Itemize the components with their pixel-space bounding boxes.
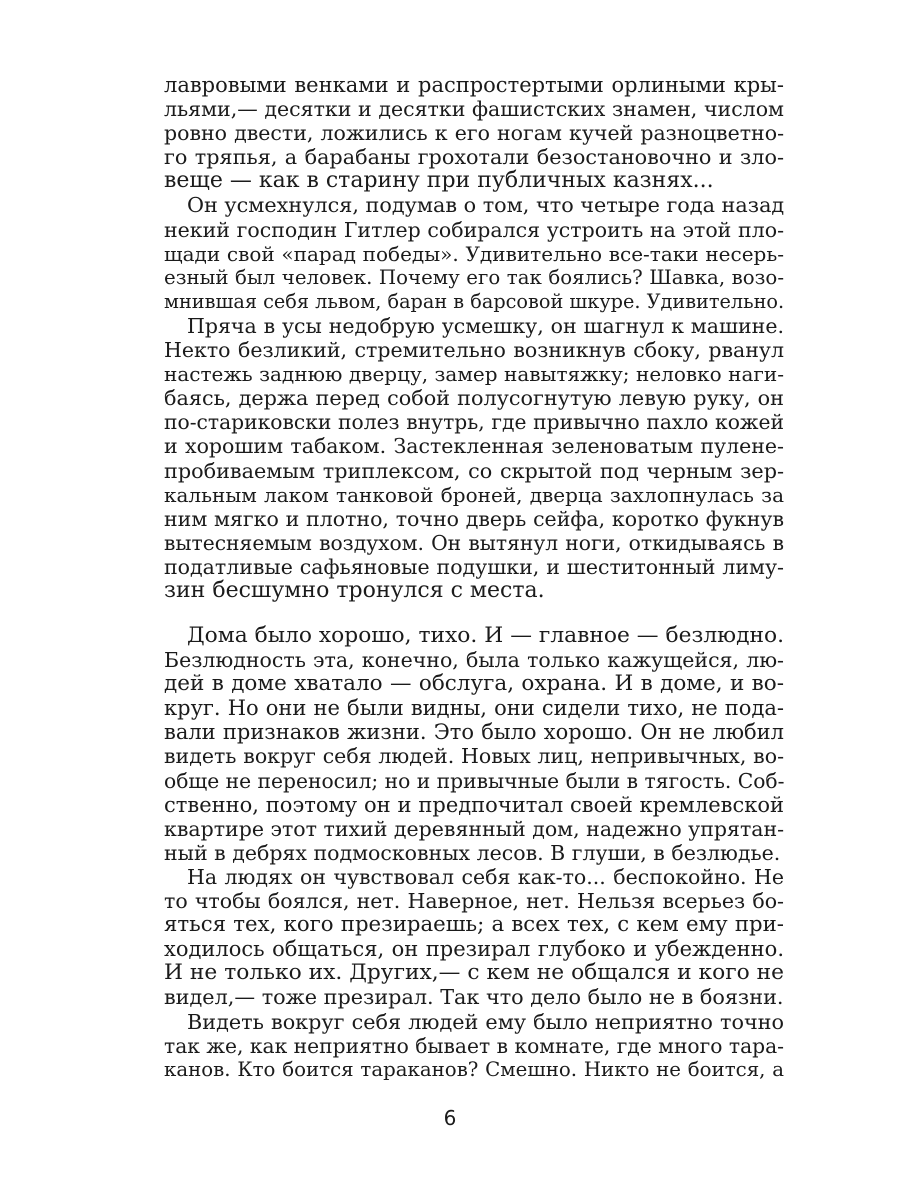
text-line: так же, как неприятно бывает в комнате, где много тара- (164, 1033, 785, 1058)
text-line: видел,— тоже презирал. Так что дело было не в боязни. (164, 985, 784, 1010)
text-line: по-стариковски полез внутрь, где привычно пахло кожей (164, 410, 784, 435)
text-line: Он усмехнулся, подумав о том, что четыре года назад (187, 193, 785, 218)
text-line: го тряпья, а барабаны грохотали безостановочно и зло- (164, 145, 784, 170)
text-line: настежь заднюю дверцу, замер навытяжку; неловко наги- (164, 362, 784, 387)
text-line: пробиваемым триплексом, со скрытой под черным зер- (164, 458, 784, 483)
text-line: мнившая себя львом, баран в барсовой шкуре. Удивительно. (164, 289, 785, 313)
text-line: видеть вокруг себя людей. Новых лиц, непривычных, во- (164, 744, 784, 769)
text-line: езный был человек. Почему его так боялись? Шавка, возо- (164, 265, 784, 289)
text-line: то чтобы боялся, нет. Наверное, нет. Нельзя всерьез бо- (164, 889, 784, 914)
text-line: вали признаков жизни. Это было хорошо. Он не любил (164, 720, 784, 745)
text-line: дей в доме хватало — обслуга, охрана. И в доме, и во- (164, 671, 784, 697)
text-line: зин бесшумно тронулся с места. (164, 577, 545, 603)
text-line: некий господин Гитлер собирался устроить на этой пло- (164, 217, 784, 242)
text-line: Дома было хорошо, тихо. И — главное — безлюдно. (187, 623, 784, 648)
text-line: вытесняемым воздухом. Он вытянул ноги, откидываясь в (164, 530, 784, 555)
text-line: ровно двести, ложились к его ногам кучей разноцветно- (164, 121, 784, 146)
text-line: ним мягко и плотно, точно дверь сейфа, коротко фукнув (164, 506, 784, 531)
text-line: яться тех, кого презираешь; а всех тех, с кем ему при- (164, 912, 784, 938)
text-line: щади свой «парад победы». Удивительно все-таки несерь- (164, 241, 784, 266)
text-line: лавровыми венками и распростертыми орлиными кры- (164, 73, 784, 97)
text-line: Видеть вокруг себя людей ему было неприятно точно (187, 1009, 784, 1034)
text-line: податливые сафьяновые подушки, и шеститонный лиму- (164, 554, 784, 579)
page-number: 6 (443, 1106, 457, 1130)
text-line: круг. Но они не были видны, они сидели тихо, не пода- (164, 696, 784, 721)
text-section-2 (164, 624, 784, 1082)
text-section-1 (164, 73, 784, 603)
text-line: веще — как в старину при публичных казнях... (164, 168, 714, 194)
text-line: обще не переносил; но и привычные были в тягость. Соб- (164, 768, 785, 793)
text-line: кальным лаком танковой броней, дверца захлопнулась за (164, 482, 784, 507)
text-line: канов. Кто боится тараканов? Смешно. Никто не боится, а (164, 1057, 784, 1081)
text-line: квартире этот тихий деревянный дом, надежно упрятан- (164, 816, 785, 841)
text-line: Безлюдность эта, конечно, была только кажущейся, лю- (164, 648, 784, 673)
text-line: Пряча в усы недобрую усмешку, он шагнул к машине. (187, 313, 784, 338)
text-line: ственно, поэтому он и предпочитал своей кремлевской (164, 792, 784, 817)
text-line: На людях он чувствовал себя как-то... беспокойно. Не (187, 864, 784, 889)
text-line: и хорошим табаком. Застекленная зеленоватым пулене- (164, 434, 784, 459)
text-line: льями,— десятки и десятки фашистских знамен, числом (164, 97, 784, 122)
text-line: ходилось общаться, он презирал глубоко и убежденно. (164, 937, 784, 962)
text-line: баясь, держа перед собой полусогнутую левую руку, он (164, 386, 784, 411)
text-line: ный в дебрях подмосковных лесов. В глуши, в безлюдье. (164, 840, 781, 865)
text-line: И не только их. Других,— с кем не общался и кого не (164, 960, 784, 986)
text-line: Некто безликий, стремительно возникнув сбоку, рванул (164, 338, 784, 363)
